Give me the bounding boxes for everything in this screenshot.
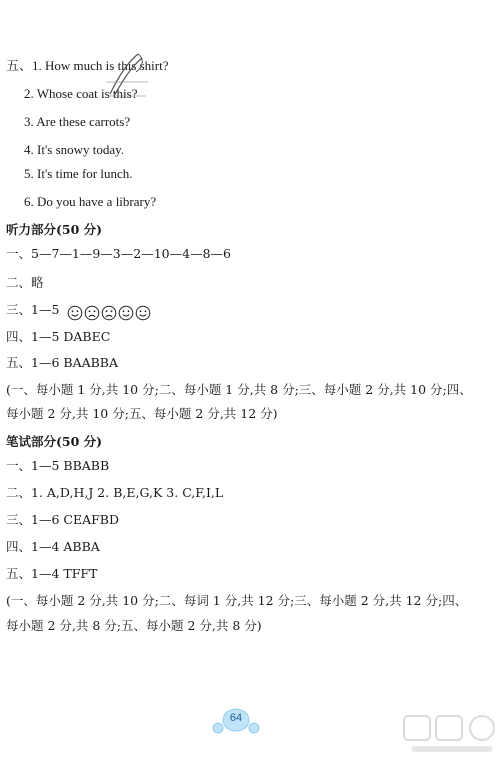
- sentence-5: 5. It's time for lunch.: [24, 166, 133, 181]
- writing-q4: 四、1—4 ABBA: [6, 539, 100, 554]
- listening-q4: 四、1—5 DABEC: [6, 329, 111, 344]
- listening-q1: 一、5—7—1—9—3—2—10—4—8—6: [6, 246, 231, 261]
- listening-q2: 二、略: [6, 275, 44, 290]
- writing-scoring-2: 每小题 2 分,共 8 分;五、每小题 2 分,共 8 分): [6, 618, 262, 633]
- listening-scoring-2: 每小题 2 分,共 10 分;五、每小题 2 分,共 12 分): [6, 406, 278, 421]
- writing-q3: 三、1—6 CEAFBD: [6, 512, 119, 527]
- writing-q1: 一、1—5 BBABB: [6, 458, 110, 473]
- sad-face-icon: [84, 305, 100, 321]
- sad-face-icon: [101, 305, 117, 321]
- section-5-label: 五、: [6, 58, 33, 73]
- face-icons: [67, 304, 152, 321]
- listening-q5: 五、1—6 BAABBA: [6, 355, 119, 370]
- smiley-face-icon: [118, 305, 134, 321]
- writing-title: 笔试部分(50 分): [6, 434, 103, 449]
- listening-scoring-1: (一、每小题 1 分,共 10 分;二、每小题 1 分,共 8 分;三、每小题 2 分,共 10 分;四、: [6, 382, 472, 397]
- listening-title: 听力部分(50 分): [6, 222, 103, 237]
- sentence-6: 6. Do you have a library?: [24, 194, 157, 209]
- sentence-4: 4. It's snowy today.: [24, 142, 125, 157]
- handwritten-mark-icon: [100, 48, 158, 104]
- smiley-face-icon: [67, 305, 83, 321]
- sentence-1: 1. How much is this shirt?: [32, 58, 169, 73]
- page-number: 64: [229, 712, 243, 724]
- watermark-logo-icon: [402, 714, 498, 756]
- sentence-2: 2. Whose coat is this?: [24, 86, 138, 101]
- smiley-face-icon: [135, 305, 151, 321]
- writing-q2: 二、1. A,D,H,J 2. B,E,G,K 3. C,F,I,L: [6, 485, 224, 500]
- writing-q5: 五、1—4 TFFT: [6, 566, 98, 581]
- writing-scoring-1: (一、每小题 2 分,共 10 分;二、每词 1 分,共 12 分;三、每小题 2 分,共 12 分;四、: [6, 593, 468, 608]
- listening-q3: 三、1—5: [6, 302, 60, 317]
- listening-q3-row: [6, 302, 152, 321]
- sentence-3: 3. Are these carrots?: [24, 114, 131, 129]
